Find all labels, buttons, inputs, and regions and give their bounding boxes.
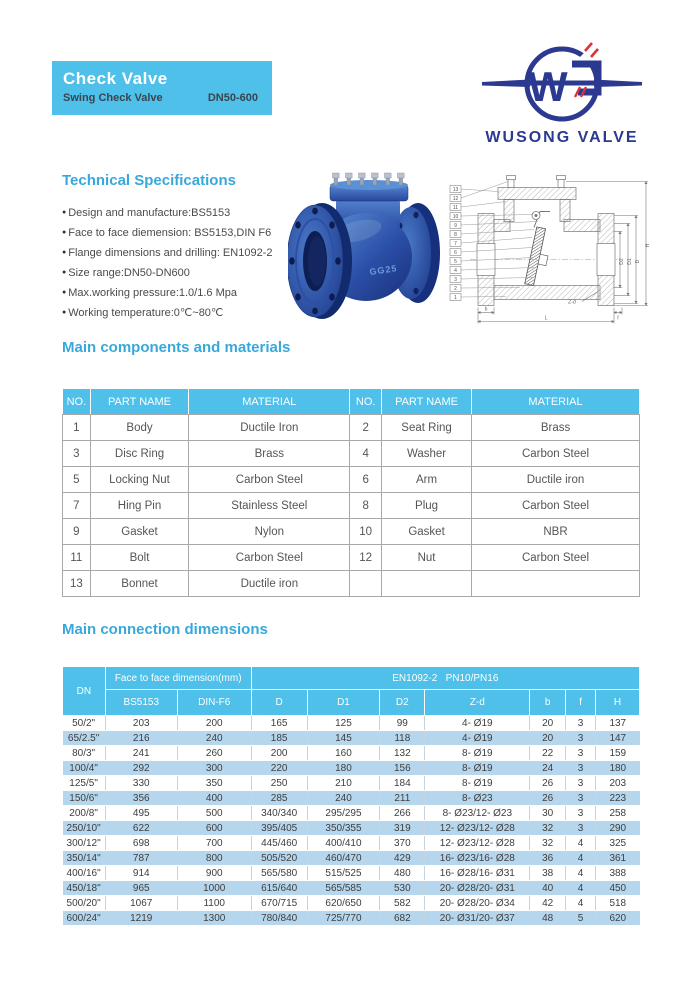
dim-z-d: 20- Ø28/20- Ø31 — [425, 881, 530, 896]
component-part-name: Washer — [382, 441, 472, 467]
dimensions-row — [63, 896, 640, 911]
dim-f: 4 — [566, 896, 596, 911]
dim-z-d: 8- Ø19 — [425, 761, 530, 776]
components-header-cell: NO. — [63, 389, 91, 415]
dim-dn: 300/12" — [63, 836, 106, 851]
components-row — [63, 519, 640, 545]
dim-z-d: 12- Ø23/12- Ø28 — [425, 821, 530, 836]
dim-b: 38 — [530, 866, 566, 881]
dim-bs5153: 1067 — [105, 896, 177, 911]
dim-d1: 725/770 — [307, 911, 380, 926]
dim-d1: 350/355 — [307, 821, 380, 836]
dim-f: 3 — [566, 731, 596, 746]
components-header-cell: MATERIAL — [189, 389, 350, 415]
component-material: Ductile iron — [472, 467, 640, 493]
dim-din-f6: 500 — [177, 806, 251, 821]
spec-item — [62, 203, 302, 223]
component-no: 1 — [63, 415, 91, 441]
dim-d: 615/640 — [251, 881, 307, 896]
component-part-name: Bolt — [90, 545, 189, 571]
dim-b: 40 — [530, 881, 566, 896]
components-header-cell: PART NAME — [90, 389, 189, 415]
components-header-cell: MATERIAL — [472, 389, 640, 415]
component-part-name: Gasket — [382, 519, 472, 545]
dim-dn: 500/20" — [63, 896, 106, 911]
dim-h: 620 — [596, 911, 640, 926]
dim-z-d: 20- Ø28/20- Ø34 — [425, 896, 530, 911]
component-no — [350, 571, 382, 597]
dimensions-subheader-cell: D — [251, 690, 307, 716]
dim-d1: 295/295 — [307, 806, 380, 821]
dim-label-f: f — [617, 315, 619, 322]
component-part-name: Body — [90, 415, 189, 441]
dim-d2: 370 — [380, 836, 425, 851]
dim-d1: 180 — [307, 761, 380, 776]
dim-d: 165 — [251, 716, 307, 731]
dim-bs5153: 914 — [105, 866, 177, 881]
components-row — [63, 545, 640, 571]
part-number: 6 — [454, 249, 457, 256]
component-material: Ductile iron — [189, 571, 350, 597]
dim-d2: 530 — [380, 881, 425, 896]
dim-h: 518 — [596, 896, 640, 911]
dn-header-cell: DN — [63, 667, 106, 716]
dim-d2: 582 — [380, 896, 425, 911]
part-number: 5 — [454, 258, 457, 265]
dim-f: 3 — [566, 746, 596, 761]
dim-label-d1: D1 — [626, 258, 633, 265]
dimensions-subheader-cell: BS5153 — [105, 690, 177, 716]
dimensions-row — [63, 761, 640, 776]
dim-din-f6: 240 — [177, 731, 251, 746]
dimensions-subheader-cell: DIN-F6 — [177, 690, 251, 716]
dim-d1: 620/650 — [307, 896, 380, 911]
dim-bs5153: 356 — [105, 791, 177, 806]
dim-dn: 125/5" — [63, 776, 106, 791]
dim-bs5153: 622 — [105, 821, 177, 836]
dim-z-d: 12- Ø23/12- Ø28 — [425, 836, 530, 851]
part-number: 9 — [454, 222, 457, 229]
component-part-name — [382, 571, 472, 597]
dim-din-f6: 1300 — [177, 911, 251, 926]
dim-dn: 65/2.5" — [63, 731, 106, 746]
dim-f: 3 — [566, 791, 596, 806]
dim-d2: 480 — [380, 866, 425, 881]
dim-d1: 460/470 — [307, 851, 380, 866]
component-material: Brass — [472, 415, 640, 441]
dim-d2: 319 — [380, 821, 425, 836]
dim-d: 200 — [251, 746, 307, 761]
dimensions-row — [63, 851, 640, 866]
dim-d2: 99 — [380, 716, 425, 731]
component-no: 9 — [63, 519, 91, 545]
dim-f: 4 — [566, 866, 596, 881]
dim-z-d: 4- Ø19 — [425, 716, 530, 731]
dimensions-row — [63, 911, 640, 926]
dim-d1: 240 — [307, 791, 380, 806]
dim-b: 32 — [530, 821, 566, 836]
product-subtitle: Swing Check Valve — [63, 92, 163, 104]
dim-dn: 150/6" — [63, 791, 106, 806]
face-to-face-header-cell: Face to face dimension(mm) — [105, 667, 251, 690]
component-part-name: Arm — [382, 467, 472, 493]
dim-h: 290 — [596, 821, 640, 836]
dim-label-l: L — [544, 315, 548, 322]
dim-din-f6: 300 — [177, 761, 251, 776]
technical-specifications-section — [62, 172, 302, 323]
component-part-name: Bonnet — [90, 571, 189, 597]
dim-din-f6: 350 — [177, 776, 251, 791]
dimensions-row — [63, 776, 640, 791]
dim-dn: 50/2" — [63, 716, 106, 731]
dim-bs5153: 965 — [105, 881, 177, 896]
components-header-cell: NO. — [350, 389, 382, 415]
component-part-name: Hing Pin — [90, 493, 189, 519]
component-material: Brass — [189, 441, 350, 467]
dimensions-row — [63, 731, 640, 746]
dim-din-f6: 200 — [177, 716, 251, 731]
components-row — [63, 467, 640, 493]
spec-item-text: Face to face diemension: BS5153,DIN F6 — [68, 227, 272, 239]
dim-b: 30 — [530, 806, 566, 821]
dim-z-d: 20- Ø31/20- Ø37 — [425, 911, 530, 926]
dim-din-f6: 1000 — [177, 881, 251, 896]
component-no: 6 — [350, 467, 382, 493]
dim-f: 4 — [566, 881, 596, 896]
spec-item-text: Working temperature:0℃~80℃ — [68, 307, 224, 319]
dim-dn: 400/16" — [63, 866, 106, 881]
spec-item-text: Flange dimensions and drilling: EN1092-2 — [68, 247, 273, 259]
dim-bs5153: 241 — [105, 746, 177, 761]
dimensions-subheader-cell: D1 — [307, 690, 380, 716]
spec-item-text: Max.working pressure:1.0/1.6 Mpa — [68, 287, 237, 299]
dim-d1: 210 — [307, 776, 380, 791]
dim-d1: 125 — [307, 716, 380, 731]
dim-din-f6: 400 — [177, 791, 251, 806]
dim-h: 223 — [596, 791, 640, 806]
component-material: Carbon Steel — [189, 467, 350, 493]
product-subtitle-row — [63, 92, 260, 104]
dim-dn: 100/4" — [63, 761, 106, 776]
dim-h: 258 — [596, 806, 640, 821]
spec-item — [62, 263, 302, 283]
components-header-cell: PART NAME — [382, 389, 472, 415]
part-number: 8 — [454, 231, 457, 238]
dim-dn: 80/3" — [63, 746, 106, 761]
spec-item-text: Design and manufacture:BS5153 — [68, 207, 231, 219]
dimensions-subheader-cell: H — [596, 690, 640, 716]
valve-photo-image — [288, 168, 458, 322]
dim-b: 20 — [530, 731, 566, 746]
dim-d2: 682 — [380, 911, 425, 926]
dim-label-zd: Z-d — [568, 299, 576, 306]
component-no: 2 — [350, 415, 382, 441]
dim-f: 3 — [566, 716, 596, 731]
dim-label-b: b — [484, 306, 488, 313]
components-table — [62, 388, 640, 597]
dim-h: 159 — [596, 746, 640, 761]
dim-z-d: 8- Ø23/12- Ø23 — [425, 806, 530, 821]
dim-din-f6: 1100 — [177, 896, 251, 911]
dimensions-row — [63, 821, 640, 836]
valve-section-drawing — [448, 169, 652, 330]
part-number: 2 — [454, 285, 457, 292]
dim-h: 361 — [596, 851, 640, 866]
component-part-name: Disc Ring — [90, 441, 189, 467]
dim-label-h: H — [644, 243, 651, 248]
dim-bs5153: 292 — [105, 761, 177, 776]
dim-bs5153: 1219 — [105, 911, 177, 926]
technical-specifications-title: Technical Specifications — [62, 172, 236, 189]
dim-h: 203 — [596, 776, 640, 791]
part-number: 13 — [452, 186, 459, 193]
spec-item — [62, 303, 302, 323]
dim-h: 147 — [596, 731, 640, 746]
part-number: 1 — [454, 294, 457, 301]
product-size-range: DN50-600 — [207, 92, 258, 104]
dim-h: 180 — [596, 761, 640, 776]
component-material: Carbon Steel — [189, 545, 350, 571]
dim-b: 26 — [530, 776, 566, 791]
dim-d: 670/715 — [251, 896, 307, 911]
component-material — [472, 571, 640, 597]
dim-h: 137 — [596, 716, 640, 731]
dim-d1: 400/410 — [307, 836, 380, 851]
part-number: 7 — [454, 240, 457, 247]
components-row — [63, 571, 640, 597]
dim-b: 26 — [530, 791, 566, 806]
dim-z-d: 16- Ø23/16- Ø28 — [425, 851, 530, 866]
component-no: 4 — [350, 441, 382, 467]
dim-d: 565/580 — [251, 866, 307, 881]
part-number: 11 — [452, 204, 459, 211]
dim-d: 340/340 — [251, 806, 307, 821]
dim-d: 395/405 — [251, 821, 307, 836]
spec-item — [62, 223, 302, 243]
component-no: 10 — [350, 519, 382, 545]
dim-d: 780/840 — [251, 911, 307, 926]
dim-d: 220 — [251, 761, 307, 776]
dim-f: 3 — [566, 761, 596, 776]
dim-dn: 250/10" — [63, 821, 106, 836]
dim-bs5153: 787 — [105, 851, 177, 866]
dim-din-f6: 700 — [177, 836, 251, 851]
dimensions-subheader-cell: Z-d — [425, 690, 530, 716]
dimensions-row — [63, 866, 640, 881]
components-row — [63, 415, 640, 441]
dim-dn: 200/8" — [63, 806, 106, 821]
component-part-name: Plug — [382, 493, 472, 519]
dim-b: 36 — [530, 851, 566, 866]
bullet-icon: ● — [62, 209, 67, 216]
dim-d2: 429 — [380, 851, 425, 866]
dim-z-d: 16- Ø28/16- Ø31 — [425, 866, 530, 881]
dim-bs5153: 216 — [105, 731, 177, 746]
components-row — [63, 441, 640, 467]
dimensions-row — [63, 791, 640, 806]
dim-d2: 132 — [380, 746, 425, 761]
part-number: 12 — [452, 195, 459, 202]
dim-b: 48 — [530, 911, 566, 926]
dim-z-d: 8- Ø19 — [425, 776, 530, 791]
dim-b: 24 — [530, 761, 566, 776]
dimensions-subheader-cell: D2 — [380, 690, 425, 716]
dim-h: 450 — [596, 881, 640, 896]
dim-h: 325 — [596, 836, 640, 851]
dimensions-row — [63, 806, 640, 821]
dimensions-row — [63, 716, 640, 731]
dim-bs5153: 698 — [105, 836, 177, 851]
dimensions-group-header-row — [63, 667, 640, 690]
components-row — [63, 493, 640, 519]
component-no: 11 — [63, 545, 91, 571]
dim-d1: 565/585 — [307, 881, 380, 896]
dim-bs5153: 203 — [105, 716, 177, 731]
dim-d2: 156 — [380, 761, 425, 776]
logo-brand-text: WUSONG VALVE — [485, 129, 639, 146]
part-number: 3 — [454, 276, 457, 283]
bullet-icon: ● — [62, 249, 67, 256]
product-title: Check Valve — [63, 69, 168, 88]
spec-item-text: Size range:DN50-DN600 — [68, 267, 190, 279]
spec-item — [62, 243, 302, 263]
dim-f: 3 — [566, 776, 596, 791]
product-header-band — [52, 61, 272, 115]
dim-d: 250 — [251, 776, 307, 791]
component-material: Ductile Iron — [189, 415, 350, 441]
dim-d1: 145 — [307, 731, 380, 746]
en1092-header-cell: EN1092-2 PN10/PN16 — [251, 667, 639, 690]
wusong-logo-icon — [476, 36, 648, 150]
dim-din-f6: 900 — [177, 866, 251, 881]
components-header-row — [63, 389, 640, 415]
component-no: 8 — [350, 493, 382, 519]
dim-d2: 118 — [380, 731, 425, 746]
dimensions-subheader-cell: f — [566, 690, 596, 716]
dim-din-f6: 800 — [177, 851, 251, 866]
component-no: 3 — [63, 441, 91, 467]
spec-item — [62, 283, 302, 303]
dim-dn: 450/18" — [63, 881, 106, 896]
dim-d2: 184 — [380, 776, 425, 791]
dim-d2: 266 — [380, 806, 425, 821]
dim-f: 5 — [566, 911, 596, 926]
logo-monogram: W — [528, 63, 568, 110]
component-material: Carbon Steel — [472, 493, 640, 519]
components-section-title: Main components and materials — [62, 339, 291, 356]
dim-bs5153: 330 — [105, 776, 177, 791]
dim-z-d: 8- Ø19 — [425, 746, 530, 761]
dim-din-f6: 260 — [177, 746, 251, 761]
component-part-name: Nut — [382, 545, 472, 571]
dim-bs5153: 495 — [105, 806, 177, 821]
part-number: 4 — [454, 267, 457, 274]
component-part-name: Gasket — [90, 519, 189, 545]
dimensions-row — [63, 836, 640, 851]
dim-b: 42 — [530, 896, 566, 911]
dim-d: 185 — [251, 731, 307, 746]
part-number: 10 — [452, 213, 459, 220]
dim-label-d: D — [634, 259, 641, 264]
dim-d2: 211 — [380, 791, 425, 806]
component-material: Carbon Steel — [472, 545, 640, 571]
dim-d: 445/460 — [251, 836, 307, 851]
dim-h: 388 — [596, 866, 640, 881]
dimensions-section-title: Main connection dimensions — [62, 621, 268, 638]
bullet-icon: ● — [62, 269, 67, 276]
dim-f: 3 — [566, 821, 596, 836]
component-material: NBR — [472, 519, 640, 545]
component-no: 5 — [63, 467, 91, 493]
component-no: 12 — [350, 545, 382, 571]
dim-dn: 600/24" — [63, 911, 106, 926]
dim-d: 505/520 — [251, 851, 307, 866]
valve-embossed-text: GG25 — [368, 263, 399, 277]
component-part-name: Locking Nut — [90, 467, 189, 493]
component-part-name: Seat Ring — [382, 415, 472, 441]
dim-f: 4 — [566, 851, 596, 866]
dim-f: 4 — [566, 836, 596, 851]
dim-d1: 515/525 — [307, 866, 380, 881]
component-no: 13 — [63, 571, 91, 597]
dim-b: 22 — [530, 746, 566, 761]
component-material: Carbon Steel — [472, 441, 640, 467]
dim-b: 32 — [530, 836, 566, 851]
dimensions-row — [63, 746, 640, 761]
dimensions-row — [63, 881, 640, 896]
dim-dn: 350/14" — [63, 851, 106, 866]
component-material: Nylon — [189, 519, 350, 545]
dim-d: 285 — [251, 791, 307, 806]
bullet-icon: ● — [62, 289, 67, 296]
dimensions-table — [62, 666, 640, 926]
dim-z-d: 4- Ø19 — [425, 731, 530, 746]
dimensions-subheader-row — [63, 690, 640, 716]
technical-specifications-list — [62, 203, 302, 323]
component-material: Stainless Steel — [189, 493, 350, 519]
bullet-icon: ● — [62, 229, 67, 236]
dim-z-d: 8- Ø23 — [425, 791, 530, 806]
dimensions-subheader-cell: b — [530, 690, 566, 716]
component-no: 7 — [63, 493, 91, 519]
dim-f: 3 — [566, 806, 596, 821]
dim-d1: 160 — [307, 746, 380, 761]
bullet-icon: ● — [62, 309, 67, 316]
dim-din-f6: 600 — [177, 821, 251, 836]
dim-label-d2: D2 — [618, 258, 625, 265]
dim-b: 20 — [530, 716, 566, 731]
